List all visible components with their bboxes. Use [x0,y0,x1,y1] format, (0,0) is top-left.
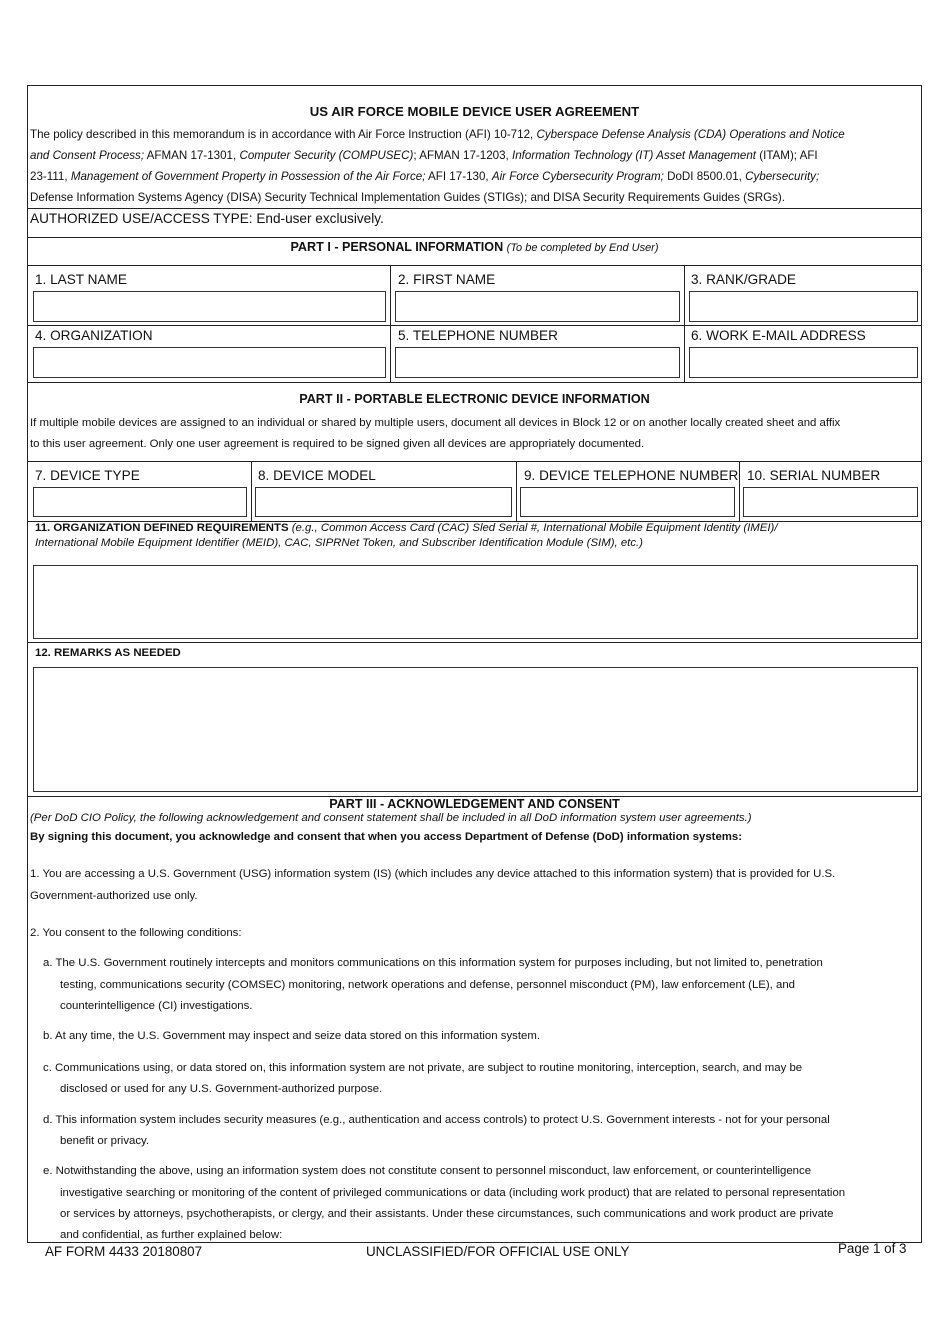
classification-marking: UNCLASSIFIED/FOR OFFICIAL USE ONLY [366,1244,630,1259]
condition-d-line-2: benefit or privacy. [60,1135,150,1147]
device-telephone-label: 9. DEVICE TELEPHONE NUMBER [524,468,739,483]
work-email-input[interactable] [689,347,918,378]
divider [27,325,922,326]
org-requirements-label: 11. ORGANIZATION DEFINED REQUIREMENTS (e.g., Common Access Card (CAC) Sled Serial #, International Mobile Equipment Identity (IMEI)/ [35,522,778,534]
device-telephone-input[interactable] [520,487,735,517]
part1-heading: PART I - PERSONAL INFORMATION (To be completed by End User) [290,240,659,254]
form-id: AF FORM 4433 20180807 [45,1244,203,1259]
consent-item-2: 2. You consent to the following conditions: [30,927,242,939]
condition-b-line-1: b. At any time, the U.S. Government may inspect and seize data stored on this information system. [43,1030,540,1042]
authorized-use: AUTHORIZED USE/ACCESS TYPE: End-user exclusively. [30,211,384,226]
condition-d-line-1: d. This information system includes security measures (e.g., authentication and access controls) to protect U.S. Government interests - not for your personal [43,1114,830,1126]
rank-grade-input[interactable] [689,291,918,322]
part3-heading: PART III - ACKNOWLEDGEMENT AND CONSENT [329,797,620,811]
part3-note: (Per DoD CIO Policy, the following acknowledgement and consent statement shall be included in all DoD information system user agreements.) [30,812,752,824]
telephone-label: 5. TELEPHONE NUMBER [398,328,558,343]
condition-e-line-3: or services by attorneys, psychotherapists, or clergy, and their assistants. Under these circumstances, such communications and work product are private [60,1208,834,1220]
divider [27,237,922,238]
col-divider [390,265,391,382]
col-divider [739,461,740,521]
frame-right [921,85,922,1242]
serial-number-label: 10. SERIAL NUMBER [747,468,881,483]
first-name-input[interactable] [395,291,680,322]
condition-c-line-2: disclosed or used for any U.S. Government-authorized purpose. [60,1083,383,1095]
part2-intro-1: If multiple mobile devices are assigned to an individual or shared by multiple users, document all devices in Block 12 or on another locally created sheet and affix [30,417,841,429]
last-name-input[interactable] [33,291,386,322]
first-name-label: 2. FIRST NAME [398,272,496,287]
rank-grade-label: 3. RANK/GRADE [691,272,796,287]
org-requirements-input[interactable] [33,565,918,639]
telephone-input[interactable] [395,347,680,378]
policy-line-4: Defense Information Systems Agency (DISA) Security Technical Implementation Guides (STIGs); and DISA Security Requirements Guides (SRGs). [30,191,785,204]
policy-line-3: 23-111, Management of Government Property in Possession of the Air Force; AFI 17-130, Air Force Cybersecurity Program; DoDI 8500.01, Cybersecurity; [30,170,820,183]
device-model-label: 8. DEVICE MODEL [258,468,376,483]
page-number: Page 1 of 3 [838,1241,907,1256]
serial-number-input[interactable] [743,487,918,517]
device-type-input[interactable] [33,487,247,517]
organization-input[interactable] [33,347,386,378]
col-divider [516,461,517,521]
condition-a-line-1: a. The U.S. Government routinely intercepts and monitors communications on this information system for purposes including, but not limited to, penetration [43,957,823,969]
device-model-input[interactable] [255,487,512,517]
divider [27,265,922,266]
part2-intro-2: to this user agreement. Only one user agreement is required to be signed given all devices are appropriately documented. [30,438,645,450]
remarks-input[interactable] [33,667,918,792]
consent-item-1-line-1: 1. You are accessing a U.S. Government (USG) information system (IS) (which includes any device attached to this information system) that is provided for U.S. [30,868,836,880]
divider [27,642,922,643]
device-type-label: 7. DEVICE TYPE [35,468,140,483]
frame-left [27,85,28,1242]
divider [27,208,922,209]
policy-line-1: The policy described in this memorandum is in accordance with Air Force Instruction (AFI) 10-712, Cyberspace Defense Analysis (CDA) Operations and Notice [30,128,845,141]
form-title: US AIR FORCE MOBILE DEVICE USER AGREEMENT [309,104,640,119]
policy-line-2: and Consent Process; AFMAN 17-1301, Computer Security (COMPUSEC); AFMAN 17-1203, Information Technology (IT) Asset Management (ITAM); AFI [30,149,818,162]
work-email-label: 6. WORK E-MAIL ADDRESS [691,328,866,343]
col-divider [251,461,252,521]
org-requirements-note: International Mobile Equipment Identifier (MEID), CAC, SIPRNet Token, and Subscriber Identification Module (SIM), etc.) [35,537,643,549]
remarks-label: 12. REMARKS AS NEEDED [35,647,181,659]
condition-e-line-1: e. Notwithstanding the above, using an information system does not constitute consent to personnel misconduct, law enforcement, or counterintelligence [43,1165,812,1177]
condition-a-line-2: testing, communications security (COMSEC) monitoring, network operations and defense, personnel misconduct (PM), law enforcement (LE), and [60,979,796,991]
condition-c-line-1: c. Communications using, or data stored on, this information system are not private, are subject to routine monitoring, interception, search, and may be [43,1062,803,1074]
divider [27,382,922,383]
frame-top [27,85,922,86]
part3-intro: By signing this document, you acknowledge and consent that when you access Department of Defense (DoD) information systems: [30,831,743,843]
condition-a-line-3: counterintelligence (CI) investigations. [60,1000,253,1012]
last-name-label: 1. LAST NAME [35,272,127,287]
organization-label: 4. ORGANIZATION [35,328,153,343]
divider [27,461,922,462]
condition-e-line-4: and confidential, as further explained below: [60,1229,283,1241]
part2-heading: PART II - PORTABLE ELECTRONIC DEVICE INFORMATION [299,392,650,406]
consent-item-1-line-2: Government-authorized use only. [30,890,198,902]
frame-bottom [27,1242,922,1243]
col-divider [684,265,685,382]
condition-e-line-2: investigative searching or monitoring of the content of privileged communications or data (including work product) that are related to personal representation [60,1187,846,1199]
